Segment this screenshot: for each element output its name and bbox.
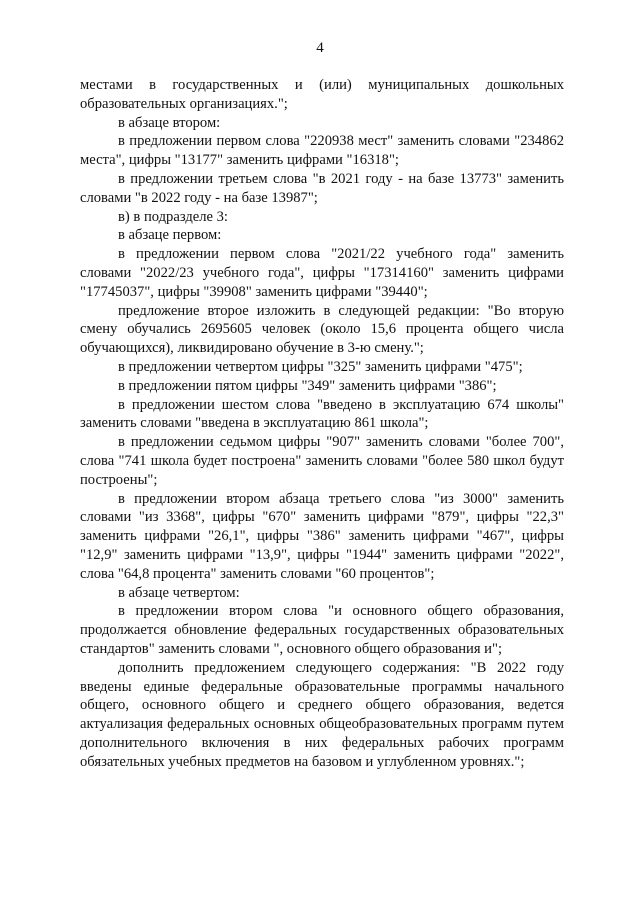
paragraph: в предложении седьмом цифры "907" заменить словами "более 700", слова "741 школа будет построена" заменить словами "более 580 школ будут построены"; [80, 434, 564, 488]
paragraph: в предложении первом слова "2021/22 учебного года" заменить словами "2022/23 учебного года", цифры "17314160" заменить цифрами "17745037", цифры "39908" заменить цифрами "39440"; [80, 246, 564, 300]
paragraph: в предложении втором слова "и основного общего образования, продолжается обновление федеральных государственных образовательных стандартов" заменить словами ", основного общего образования и"; [80, 603, 564, 657]
paragraph: в предложении первом слова "220938 мест" заменить словами "234862 места", цифры "13177" заменить цифрами "16318"; [80, 133, 564, 169]
page-number: 4 [316, 40, 324, 56]
paragraph: в абзаце втором: [118, 114, 221, 131]
paragraph: в предложении четвертом цифры "325" заменить цифрами "475"; [118, 358, 523, 375]
paragraph: в абзаце первом: [118, 227, 222, 244]
paragraph: в предложении втором абзаца третьего слова "из 3000" заменить словами "из 3368", цифры "670" заменить цифрами "879", цифры "22,3" заменить цифрами "26,1", цифры "386" заменить цифрами "467", цифры "12,9" заменить цифрами "13,9", цифры "1944" заменить цифрами "2022", слова "64,8 процента" заменить словами "60 процентов"; [80, 490, 564, 582]
paragraph: в предложении третьем слова "в 2021 году - на базе 13773" заменить словами "в 2022 году - на базе 13987"; [80, 170, 564, 206]
paragraph: дополнить предложением следующего содержания: "В 2022 году введены единые федеральные образовательные программы начального общего, основного общего и среднего общего образования, ведется актуализация федеральных основных общеобразовательных программ путем дополнительного включения в них федеральных рабочих программ обязательных учебных предметов на базовом и углубленном уровнях."; [80, 659, 564, 770]
paragraph: предложение второе изложить в следующей редакции: "Во вторую смену обучались 2695605 человек (около 15,6 процента общего числа обучающихся), ликвидировано обучение в 3-ю смену."; [80, 302, 564, 357]
paragraph-continuation: местами в государственных и (или) муниципальных дошкольных образовательных организациях."; [80, 77, 564, 112]
paragraph: в) в подразделе 3: [118, 208, 228, 225]
paragraph: в абзаце четвертом: [118, 584, 240, 601]
paragraph: в предложении пятом цифры "349" заменить цифрами "386"; [118, 377, 497, 394]
paragraph: в предложении шестом слова "введено в эксплуатацию 674 школы" заменить словами "введена в эксплуатацию 861 школа"; [80, 396, 564, 432]
document-body [80, 76, 564, 771]
